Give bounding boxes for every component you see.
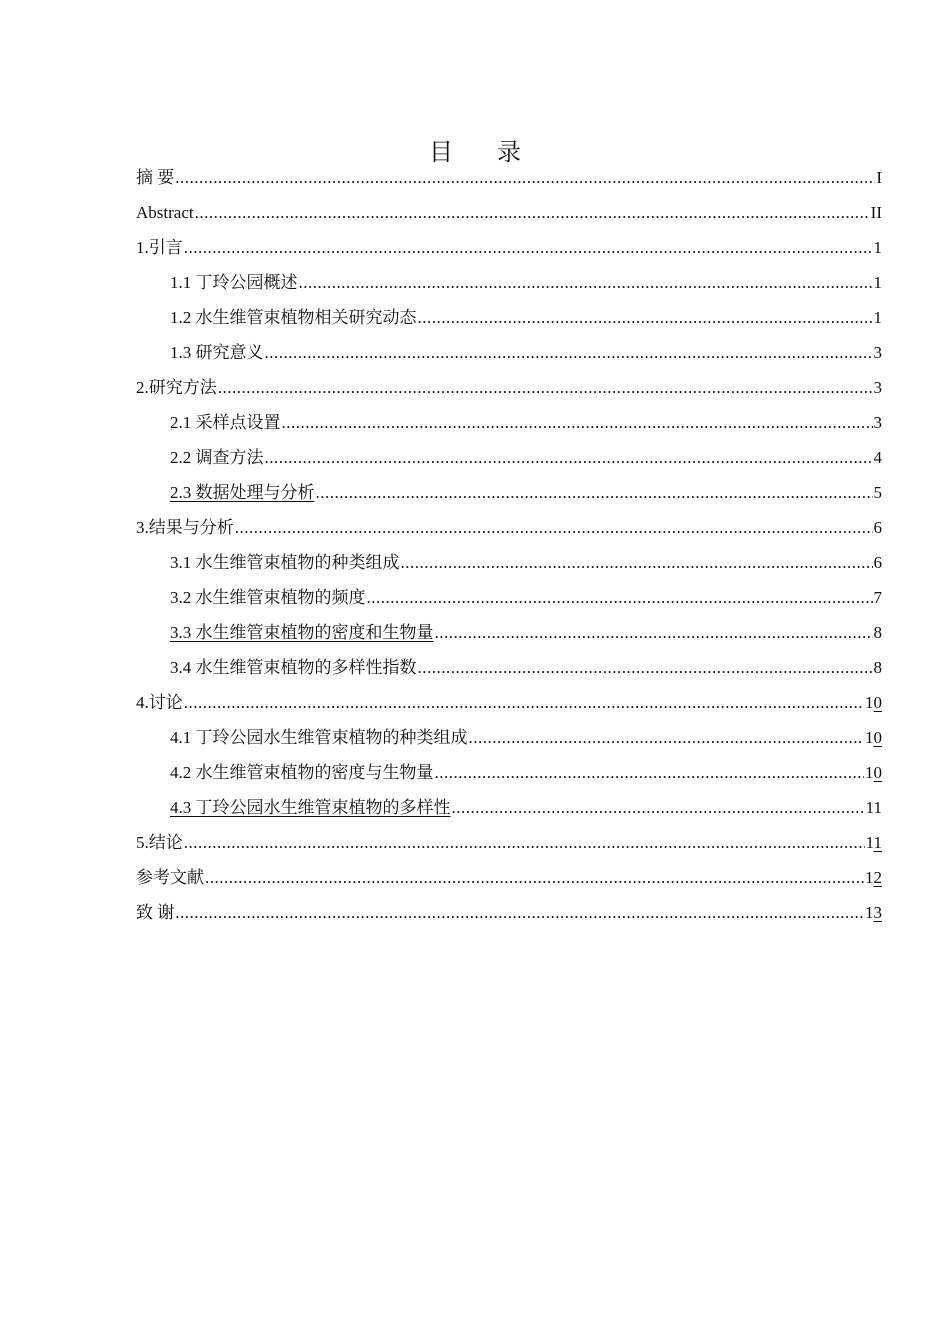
toc-page-number-underlined-digit: 0 xyxy=(873,763,882,782)
toc-entry-label: 3.结果与分析 xyxy=(136,518,234,537)
toc-entry-page-number xyxy=(874,405,883,440)
toc-dot-leader xyxy=(367,580,873,615)
toc-entry-label: 3.1 水生维管束植物的种类组成 xyxy=(170,553,400,572)
toc-page-number-text: 3 xyxy=(873,343,882,362)
toc-page-number-text: 8 xyxy=(873,623,882,642)
toc-entry[interactable] xyxy=(136,615,882,650)
toc-page-number-underlined-digit: 2 xyxy=(873,868,882,887)
toc-dot-leader xyxy=(435,615,873,650)
toc-entry[interactable] xyxy=(136,265,882,300)
toc-entry-page-number xyxy=(874,650,883,685)
toc-page-number-text: 1 xyxy=(865,833,874,852)
toc-entry-page-number xyxy=(874,370,883,405)
toc-entry[interactable] xyxy=(136,895,882,930)
toc-page-number-text: 1 xyxy=(865,728,874,747)
toc-page-number-underlined-digit: 0 xyxy=(873,693,882,712)
toc-entry[interactable] xyxy=(136,440,882,475)
toc-entry[interactable] xyxy=(136,790,882,825)
toc-entry[interactable] xyxy=(136,160,882,195)
toc-page-number-underlined-digit: 0 xyxy=(873,728,882,747)
toc-entry-page-number xyxy=(874,510,883,545)
toc-entry-label: 4.3 丁玲公园水生维管束植物的多样性 xyxy=(170,798,451,817)
toc-entry-page-number xyxy=(874,335,883,370)
toc-entry-label: 1.引言 xyxy=(136,238,183,257)
toc-dot-leader xyxy=(218,370,873,405)
toc-entry-label: 3.3 水生维管束植物的密度和生物量 xyxy=(170,623,434,642)
toc-page-number-text: 3 xyxy=(873,378,882,397)
toc-page-number-text: 3 xyxy=(873,413,882,432)
toc-page-number-text: 6 xyxy=(873,518,882,537)
toc-dot-leader xyxy=(299,265,873,300)
toc-entry-label: 摘 要 xyxy=(136,168,175,187)
toc-entry-label: 2.1 采样点设置 xyxy=(170,413,281,432)
toc-dot-leader xyxy=(316,475,873,510)
toc-dot-leader xyxy=(265,335,873,370)
toc-entry[interactable] xyxy=(136,335,882,370)
toc-entry[interactable] xyxy=(136,300,882,335)
toc-entry-page-number xyxy=(866,790,882,825)
toc-page-number-underlined-digit: 3 xyxy=(873,903,882,922)
toc-entry-page-number xyxy=(871,195,882,230)
toc-entry[interactable] xyxy=(136,475,882,510)
toc-entry[interactable] xyxy=(136,370,882,405)
toc-dot-leader xyxy=(195,195,870,230)
toc-dot-leader xyxy=(418,300,873,335)
toc-entry[interactable] xyxy=(136,720,882,755)
toc-entry[interactable] xyxy=(136,195,882,230)
toc-page-number-text: I xyxy=(876,168,882,187)
toc-entry-label: 3.4 水生维管束植物的多样性指数 xyxy=(170,658,417,677)
toc-entry-label: 2.3 数据处理与分析 xyxy=(170,483,315,502)
toc-entry[interactable] xyxy=(136,860,882,895)
toc-entry-page-number xyxy=(865,720,882,755)
toc-entry-page-number xyxy=(874,440,883,475)
toc-entry-label: 4.1 丁玲公园水生维管束植物的种类组成 xyxy=(170,728,468,747)
toc-entry-page-number xyxy=(874,230,883,265)
toc-page-number-text: 7 xyxy=(873,588,882,607)
toc-entry-page-number xyxy=(865,860,882,895)
toc-page-number-text: 6 xyxy=(873,553,882,572)
toc-entry[interactable] xyxy=(136,510,882,545)
toc-page-number-text: 1 xyxy=(865,763,874,782)
toc-entry-label: 1.1 丁玲公园概述 xyxy=(170,273,298,292)
toc-entry-label: 1.3 研究意义 xyxy=(170,343,264,362)
toc-dot-leader xyxy=(265,440,873,475)
toc-entry-page-number xyxy=(874,265,883,300)
toc-entry-page-number xyxy=(874,300,883,335)
toc-entry-label: Abstract xyxy=(136,203,194,222)
toc-page-number-text: 1 xyxy=(873,273,882,292)
toc-page-number-text: 1 xyxy=(865,693,874,712)
toc-entry-label: 5.结论 xyxy=(136,833,183,852)
toc-dot-leader xyxy=(175,160,875,195)
toc-entry-label: 4.2 水生维管束植物的密度与生物量 xyxy=(170,763,434,782)
toc-page-number-text: 4 xyxy=(873,448,882,467)
toc-entry-page-number xyxy=(865,895,882,930)
toc-entry[interactable] xyxy=(136,650,882,685)
toc-entry-page-number xyxy=(874,475,883,510)
toc-dot-leader xyxy=(175,895,864,930)
toc-dot-leader xyxy=(184,230,873,265)
toc-entry-page-number xyxy=(874,615,883,650)
toc-page-number-text: 1 xyxy=(865,903,874,922)
toc-page-number-text: 1 xyxy=(865,868,874,887)
toc-dot-leader xyxy=(418,650,873,685)
title-part-2: 录 xyxy=(497,138,521,166)
toc-entry-page-number xyxy=(865,755,882,790)
toc-entry-page-number xyxy=(876,160,882,195)
toc-entry[interactable] xyxy=(136,825,882,860)
toc-page-number-text: 1 xyxy=(873,308,882,327)
toc-entry[interactable] xyxy=(136,755,882,790)
toc-dot-leader xyxy=(435,755,865,790)
toc-entry[interactable] xyxy=(136,545,882,580)
toc-entry-page-number xyxy=(874,545,883,580)
toc-dot-leader xyxy=(235,510,873,545)
toc-dot-leader xyxy=(184,825,865,860)
toc-page-number-text: 8 xyxy=(873,658,882,677)
toc-entry-label: 2.2 调查方法 xyxy=(170,448,264,467)
toc-entry[interactable] xyxy=(136,580,882,615)
toc-entry-label: 致 谢 xyxy=(136,903,175,922)
toc-dot-leader xyxy=(205,860,864,895)
toc-entry-label: 4.讨论 xyxy=(136,693,183,712)
toc-entry-page-number xyxy=(866,825,882,860)
toc-entry-page-number xyxy=(874,580,883,615)
toc-dot-leader xyxy=(184,685,864,720)
toc-page-number-text: 5 xyxy=(873,483,882,502)
title-part-1: 目 xyxy=(429,138,453,166)
toc-entry-page-number xyxy=(865,685,882,720)
toc-entry-label: 参考文献 xyxy=(136,868,204,887)
toc-entry-label: 2.研究方法 xyxy=(136,378,217,397)
toc-dot-leader xyxy=(452,790,865,825)
toc-dot-leader xyxy=(282,405,873,440)
toc-entry[interactable] xyxy=(136,405,882,440)
toc-page-number-text: II xyxy=(870,203,882,222)
toc-entry-label: 1.2 水生维管束植物相关研究动态 xyxy=(170,308,417,327)
toc-dot-leader xyxy=(469,720,865,755)
toc-entry[interactable] xyxy=(136,685,882,720)
toc-entry[interactable] xyxy=(136,230,882,265)
toc-page-number-underlined-digit: 1 xyxy=(873,833,882,852)
toc-page-number-text: 1 xyxy=(873,238,882,257)
toc-entry-label: 3.2 水生维管束植物的频度 xyxy=(170,588,366,607)
toc-dot-leader xyxy=(401,545,873,580)
table-of-contents xyxy=(136,160,882,930)
toc-page-number-text: 11 xyxy=(865,798,882,817)
